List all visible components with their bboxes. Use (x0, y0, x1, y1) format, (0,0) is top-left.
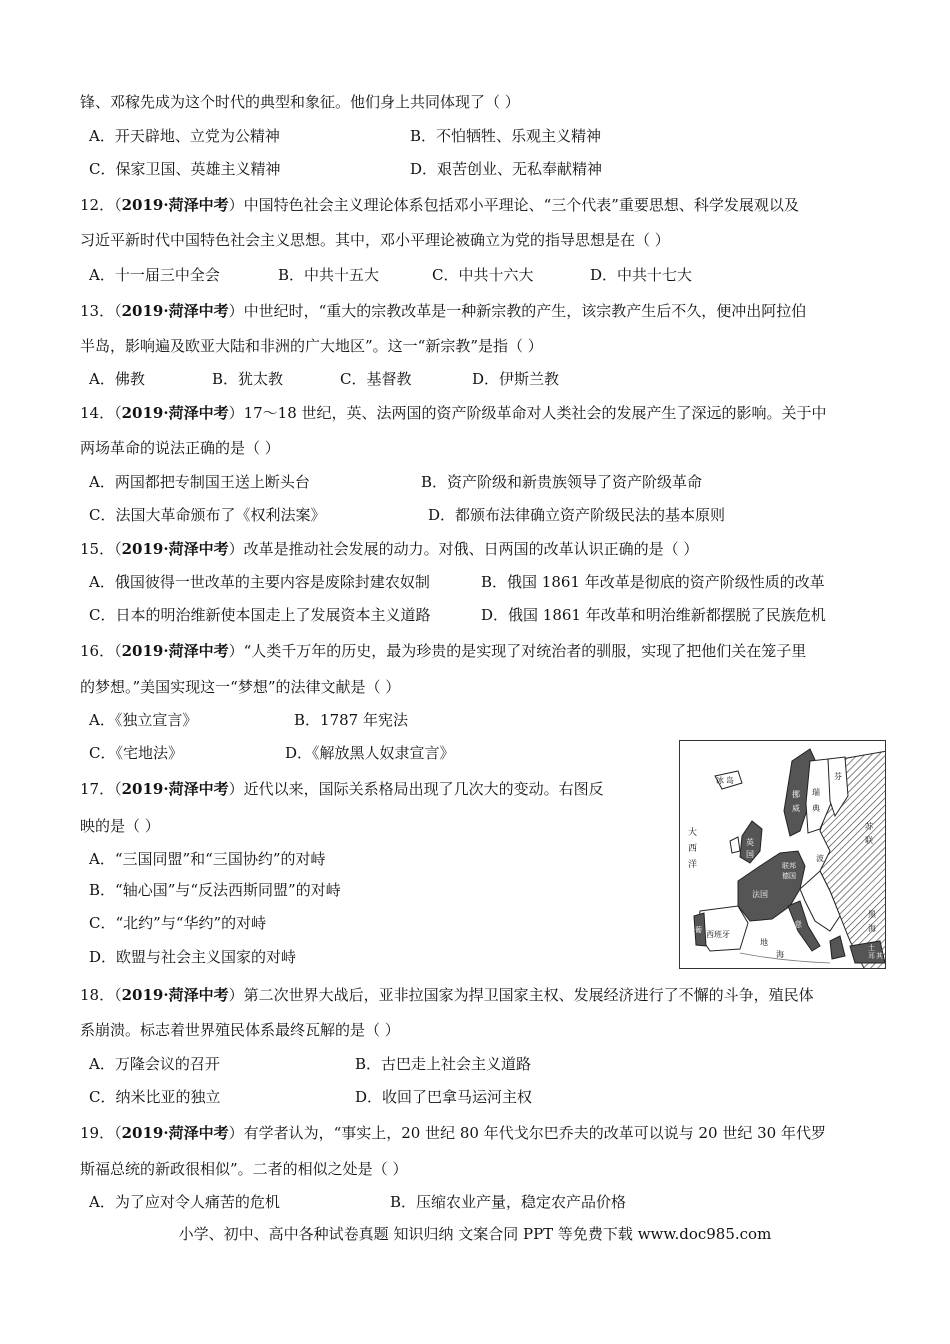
q13-option-b: B．犹太教 (212, 370, 284, 388)
q12-text: ）中国特色社会主义理论体系包括邓小平理论、“三个代表”重要思想、科学发展观以及 (228, 196, 799, 214)
q19-option-a: A．为了应对令人痛苦的危机 (89, 1193, 280, 1211)
map-label-26: 德国 (782, 872, 796, 880)
q15-option-a: A．俄国彼得一世改革的主要内容是废除封建农奴制 (89, 573, 430, 591)
map-label-11: 联 (865, 836, 873, 845)
q19-stem-line2: 斯福总统的新政很相似”。二者的相似之处是（ ） (80, 1160, 408, 1178)
q18-source: 2019·菏泽中考 (121, 986, 229, 1004)
q14-option-b: B．资产阶级和新贵族领导了资产阶级革命 (421, 473, 703, 491)
map-label-14: 法国 (752, 890, 768, 899)
q18-option-d: D．收回了巴拿马运河主权 (355, 1088, 533, 1106)
q15-option-b: B．俄国 1861 年改革是彻底的资产阶级性质的改革 (481, 573, 825, 591)
map-label-17: 意 (794, 920, 802, 929)
q15-stem-line1 (80, 538, 698, 560)
q18-option-c: C．纳米比亚的独立 (89, 1088, 221, 1106)
q13-stem-line2: 半岛，影响遍及欧亚大陆和非洲的广大地区”。这一“新宗教”是指（ ） (80, 337, 543, 355)
map-label-8: 典 (812, 804, 820, 813)
q18-option-a: A．万隆会议的召开 (89, 1055, 220, 1073)
q14-number: 14．（ (80, 404, 122, 422)
map-label-22: 土 (868, 944, 875, 952)
q16-stem-line2: 的梦想。”美国实现这一“梦想”的法律文献是（ ） (80, 678, 401, 696)
q15-number: 15．（ (80, 540, 122, 558)
map-label-15: 西班牙 (706, 930, 730, 939)
q11-option-b: B．不怕牺牲、乐观主义精神 (410, 127, 602, 145)
map-label-4: 岛 (726, 776, 734, 785)
q19-text: ）有学者认为，“事实上，20 世纪 80 年代戈尔巴乔夫的改革可以说与 20 世纪 30 年代罗 (228, 1124, 826, 1142)
q16-option-a: A．《独立宣言》 (89, 711, 198, 729)
q12-stem-line1 (80, 194, 799, 216)
q16-option-b: B．1787 年宪法 (294, 711, 408, 729)
q17-stem-line2: 映的是（ ） (80, 817, 160, 835)
map-label-21: 海 (868, 924, 876, 933)
europe-alliance-map (679, 740, 886, 969)
q13-stem-line1 (80, 300, 806, 322)
map-label-9: 芬 (834, 772, 842, 781)
q14-stem-line2: 两场革命的说法正确的是（ ） (80, 439, 280, 457)
q18-option-b: B．古巴走上社会主义道路 (355, 1055, 532, 1073)
q14-text: ）17～18 世纪，英、法两国的资产阶级革命对人类社会的发展产生了深远的影响。关于中 (228, 404, 827, 422)
q15-source: 2019·菏泽中考 (121, 540, 229, 558)
map-label-1: 西 (688, 844, 698, 854)
q13-number: 13．（ (80, 302, 122, 320)
q19-source: 2019·菏泽中考 (121, 1124, 229, 1142)
q11-option-d: D．艰苦创业、无私奉献精神 (410, 160, 603, 178)
q17-option-a: A．“三国同盟”和“三国协约”的对峙 (89, 850, 326, 868)
q17-option-c: C．“北约”与“华约”的对峙 (89, 914, 267, 932)
q13-option-c: C．基督教 (340, 370, 412, 388)
q17-stem-line1 (80, 778, 604, 800)
q12-option-a: A．十一届三中全会 (89, 266, 220, 284)
q15-option-d: D．俄国 1861 年改革和明治维新都摆脱了民族危机 (481, 606, 826, 624)
q11-option-a: A．开天辟地、立党为公精神 (89, 127, 280, 145)
q12-number: 12．（ (80, 196, 122, 214)
q15-text: ）改革是推动社会发展的动力。对俄、日两国的改革认识正确的是（ ） (228, 540, 699, 558)
q18-number: 18．（ (80, 986, 122, 1004)
q16-source: 2019·菏泽中考 (121, 642, 229, 660)
q16-text: ）“人类千万年的历史，最为珍贵的是实现了对统治者的驯服，实现了把他们关在笼子里 (228, 642, 807, 660)
q13-option-a: A．佛教 (89, 370, 145, 388)
q17-option-d: D．欧盟与社会主义国家的对峙 (89, 948, 297, 966)
q18-text: ）第二次世界大战后，亚非拉国家为捍卫国家主权、发展经济进行了不懈的斗争，殖民体 (228, 986, 814, 1004)
page-footer: 小学、初中、高中各种试卷真题 知识归纳 文案合同 PPT 等免费下载 www.doc985.com (178, 1225, 772, 1243)
q17-text: ）近代以来，国际关系格局出现了几次大的变动。右图反 (228, 780, 604, 798)
map-label-16: 葡 (695, 926, 702, 934)
map-label-23: 耳 (868, 952, 875, 960)
q14-stem-line1 (80, 402, 827, 424)
q16-number: 16．（ (80, 642, 122, 660)
map-label-24: 其 (876, 952, 883, 960)
q14-source: 2019·菏泽中考 (121, 404, 229, 422)
q16-option-d: D．《解放黑人奴隶宣言》 (285, 744, 455, 762)
q12-source: 2019·菏泽中考 (121, 196, 229, 214)
map-label-18: 地 (760, 938, 768, 947)
map-label-10: 苏 (865, 822, 873, 831)
q11-option-c: C．保家卫国、英雄主义精神 (89, 160, 281, 178)
map-label-6: 威 (792, 804, 800, 813)
q19-number: 19．（ (80, 1124, 122, 1142)
q12-stem-line2: 习近平新时代中国特色社会主义思想。其中，邓小平理论被确立为党的指导思想是在（ ） (80, 231, 670, 249)
q13-source: 2019·菏泽中考 (121, 302, 229, 320)
q17-number: 17．（ (80, 780, 122, 798)
q19-stem-line1 (80, 1122, 826, 1144)
q17-source: 2019·菏泽中考 (121, 780, 229, 798)
map-label-25: 联邦 (782, 862, 796, 870)
q18-stem-line2: 系崩溃。标志着世界殖民体系最终瓦解的是（ ） (80, 1021, 400, 1039)
q18-stem-line1 (80, 984, 814, 1006)
map-label-2: 洋 (688, 860, 698, 870)
q13-option-d: D．伊斯兰教 (472, 370, 560, 388)
q12-option-d: D．中共十七大 (590, 266, 693, 284)
q17-option-b: B．“轴心国”与“反法西斯同盟”的对峙 (89, 881, 341, 899)
q11-stem-continuation: 锋、邓稼先成为这个时代的典型和象征。他们身上共同体现了（ ） (80, 93, 520, 111)
map-label-27: 波 (816, 854, 824, 863)
q16-option-c: C．《宅地法》 (89, 744, 183, 762)
q16-stem-line1 (80, 640, 806, 662)
q14-option-d: D．都颁布法律确立资产阶级民法的基本原则 (428, 506, 726, 524)
map-label-19: 海 (776, 950, 784, 959)
map-label-0: 大 (688, 828, 698, 838)
map-label-5: 挪 (792, 790, 800, 799)
q14-option-c: C．法国大革命颁布了《权利法案》 (89, 506, 326, 524)
q19-option-b: B．压缩农业产量，稳定农产品价格 (390, 1193, 627, 1211)
map-label-20: 黑 (868, 910, 876, 919)
q15-option-c: C．日本的明治维新使本国走上了发展资本主义道路 (89, 606, 431, 624)
q12-option-b: B．中共十五大 (278, 266, 380, 284)
map-label-12: 英 (746, 838, 754, 847)
q13-text: ）中世纪时，“重大的宗教改革是一种新宗教的产生，该宗教产生后不久，便冲出阿拉伯 (228, 302, 807, 320)
map-label-7: 瑞 (812, 788, 820, 797)
q14-option-a: A．两国都把专制国王送上断头台 (89, 473, 310, 491)
map-label-3: 冰 (716, 776, 724, 785)
map-label-13: 国 (746, 850, 754, 859)
q12-option-c: C．中共十六大 (432, 266, 534, 284)
